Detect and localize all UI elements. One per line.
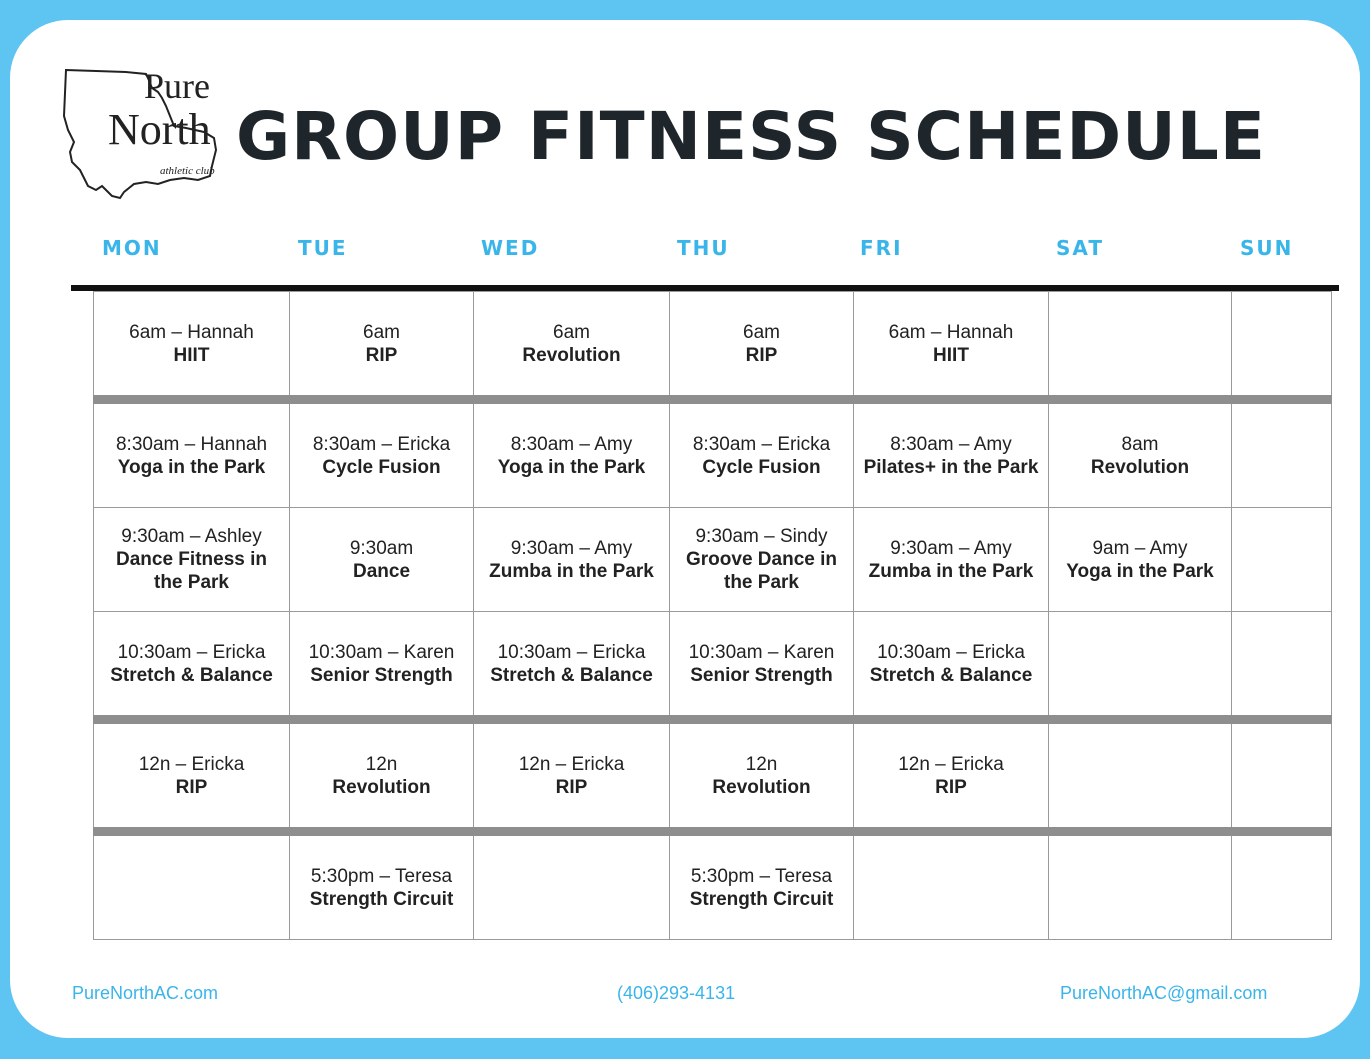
class-cell: [1049, 720, 1232, 832]
class-cell: [670, 400, 854, 508]
class-name: Stretch & Balance: [110, 664, 273, 686]
class-time: 10:30am – Ericka: [117, 641, 266, 663]
class-name: Dance: [352, 560, 411, 582]
class-time: 12n: [745, 753, 778, 775]
class-cell: [474, 612, 670, 720]
class-cell: [1232, 612, 1332, 720]
class-time: 10:30am – Karen: [688, 641, 835, 663]
class-cell: [474, 292, 670, 400]
schedule-row: [94, 720, 1332, 832]
class-name: Senior Strength: [690, 664, 833, 686]
class-name: Cycle Fusion: [322, 456, 441, 478]
day-header-wed: WED: [481, 236, 540, 260]
day-header-sun: SUN: [1240, 236, 1294, 260]
pure-north-logo: [62, 66, 222, 201]
class-time: 8:30am – Amy: [890, 433, 1012, 455]
class-cell: [854, 400, 1049, 508]
class-name: Senior Strength: [310, 664, 453, 686]
class-cell: [94, 720, 290, 832]
class-cell: [854, 832, 1049, 940]
class-name: Groove Dance in the Park: [686, 549, 837, 593]
class-time: 12n – Ericka: [898, 753, 1004, 775]
class-time: 5:30pm – Teresa: [690, 865, 833, 887]
footer-email: PureNorthAC@gmail.com: [1060, 983, 1268, 1003]
day-header-mon: MON: [102, 236, 162, 260]
class-time: 9:30am – Amy: [510, 537, 633, 559]
logo-word-north: North: [108, 105, 211, 154]
class-cell: [854, 508, 1049, 612]
class-cell: [1049, 508, 1232, 612]
class-cell: [94, 832, 290, 940]
class-cell: [474, 508, 670, 612]
class-cell: [1049, 292, 1232, 400]
class-time: 9am – Amy: [1092, 537, 1188, 559]
class-time: 8:30am – Ericka: [312, 433, 451, 455]
class-name: RIP: [555, 776, 588, 798]
day-header-thu: THU: [677, 236, 730, 260]
class-name: HIIT: [933, 344, 969, 366]
class-cell: [474, 720, 670, 832]
class-name: Zumba in the Park: [489, 560, 654, 582]
class-cell: [854, 720, 1049, 832]
class-cell: [94, 612, 290, 720]
class-name: Dance Fitness in the Park: [116, 549, 267, 593]
class-cell: [290, 400, 474, 508]
class-name: RIP: [365, 344, 398, 366]
class-time: 12n – Ericka: [518, 753, 625, 775]
schedule-table: [93, 291, 1332, 940]
class-time: 9:30am – Sindy: [695, 526, 828, 547]
class-cell: [670, 832, 854, 940]
class-cell: [854, 612, 1049, 720]
class-time: 10:30am – Ericka: [877, 641, 1025, 663]
class-time: 6am – Hannah: [129, 321, 254, 343]
class-name: RIP: [745, 344, 778, 366]
class-name: Strength Circuit: [309, 888, 454, 910]
class-time: 12n: [365, 753, 398, 775]
schedule-row: [94, 508, 1332, 612]
class-name: Stretch & Balance: [490, 664, 653, 686]
footer-phone: (406)293-4131: [617, 983, 736, 1003]
class-name: Strength Circuit: [689, 888, 834, 910]
class-cell: [94, 292, 290, 400]
class-name: Stretch & Balance: [869, 664, 1033, 686]
day-header-fri: FRI: [860, 236, 903, 260]
class-cell: [670, 508, 854, 612]
class-name: Yoga in the Park: [497, 456, 646, 478]
class-name: Cycle Fusion: [702, 456, 821, 478]
class-time: 6am: [363, 321, 400, 343]
logo-subtitle: athletic club: [160, 165, 215, 177]
footer-website: PureNorthAC.com: [72, 983, 219, 1003]
class-name: RIP: [935, 776, 967, 798]
class-cell: [94, 508, 290, 612]
class-cell: [1049, 612, 1232, 720]
class-cell: [474, 400, 670, 508]
class-time: 9:30am – Amy: [890, 537, 1012, 559]
class-cell: [1232, 292, 1332, 400]
logo-word-pure: Pure: [144, 66, 210, 106]
page-title: GROUP FITNESS SCHEDULE: [236, 98, 1266, 175]
class-cell: [290, 508, 474, 612]
class-cell: [670, 612, 854, 720]
class-time: 8:30am – Ericka: [692, 433, 831, 455]
class-name: HIIT: [173, 344, 210, 366]
class-time: 9:30am – Ashley: [121, 526, 262, 547]
class-time: 6am: [553, 321, 590, 343]
class-time: 9:30am: [349, 537, 414, 559]
class-cell: [1232, 508, 1332, 612]
class-name: Revolution: [1090, 456, 1190, 478]
class-name: Revolution: [712, 776, 811, 798]
class-name: Yoga in the Park: [117, 456, 266, 478]
class-cell: [1232, 400, 1332, 508]
class-cell: [670, 292, 854, 400]
class-cell: [670, 720, 854, 832]
class-name: RIP: [175, 776, 208, 798]
schedule-row: [94, 612, 1332, 720]
class-cell: [290, 612, 474, 720]
class-time: 6am: [743, 321, 780, 343]
class-cell: [290, 720, 474, 832]
class-cell: [1232, 720, 1332, 832]
class-cell: [1049, 400, 1232, 508]
class-time: 10:30am – Ericka: [497, 641, 646, 663]
class-cell: [474, 832, 670, 940]
class-name: Yoga in the Park: [1066, 560, 1214, 582]
class-time: 5:30pm – Teresa: [310, 865, 453, 887]
class-cell: [1049, 832, 1232, 940]
class-cell: [290, 292, 474, 400]
schedule-row: [94, 832, 1332, 940]
class-time: 12n – Ericka: [138, 753, 245, 775]
class-cell: [94, 400, 290, 508]
class-time: 8am: [1121, 433, 1159, 455]
class-name: Revolution: [332, 776, 431, 798]
day-header-sat: SAT: [1056, 236, 1104, 260]
day-header-tue: TUE: [298, 236, 348, 260]
class-name: Pilates+ in the Park: [863, 456, 1039, 478]
class-time: 8:30am – Amy: [510, 433, 633, 455]
schedule-row: [94, 292, 1332, 400]
class-cell: [1232, 832, 1332, 940]
class-time: 6am – Hannah: [888, 321, 1014, 343]
class-cell: [854, 292, 1049, 400]
class-name: Revolution: [522, 344, 621, 366]
class-time: 8:30am – Hannah: [115, 433, 268, 455]
class-time: 10:30am – Karen: [308, 641, 455, 663]
class-cell: [290, 832, 474, 940]
schedule-row: [94, 400, 1332, 508]
class-name: Zumba in the Park: [868, 560, 1034, 582]
